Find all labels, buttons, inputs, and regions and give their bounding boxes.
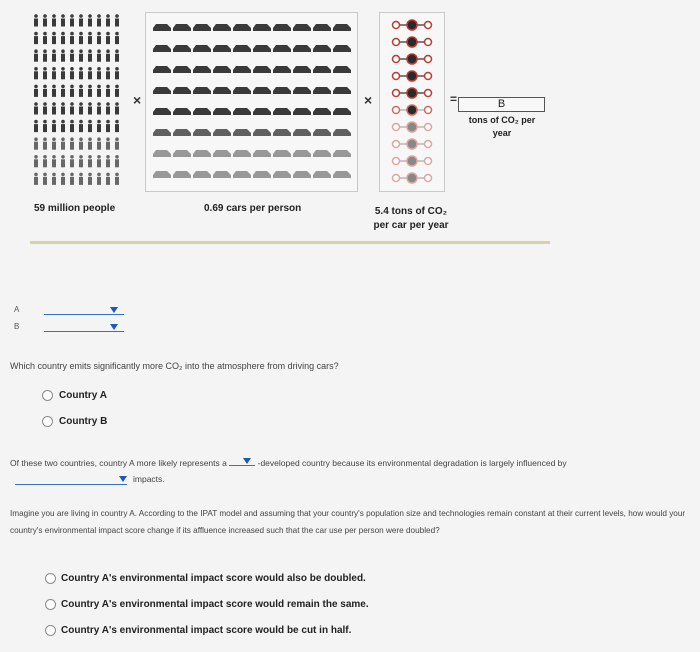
car-icon <box>233 24 251 31</box>
car-icon <box>233 171 251 178</box>
person-icon <box>88 173 92 185</box>
car-icon <box>193 24 211 31</box>
person-icon <box>106 85 110 97</box>
person-icon <box>52 85 56 97</box>
ipat-equation-figure <box>0 0 700 240</box>
person-icon <box>106 49 110 61</box>
car-icon <box>273 171 291 178</box>
result-label: tons of CO₂ per year <box>468 115 536 138</box>
person-icon <box>106 32 110 44</box>
car-icon <box>313 129 331 136</box>
radio-button[interactable] <box>45 599 56 610</box>
car-icon <box>233 129 251 136</box>
person-icon <box>79 173 83 185</box>
car-icon <box>313 150 331 157</box>
person-icon <box>115 14 119 26</box>
radio-button[interactable] <box>45 573 56 584</box>
option-label: Country A's environmental impact score would be cut in half. <box>61 625 352 636</box>
car-icon <box>153 129 171 136</box>
car-icon <box>193 108 211 115</box>
car-icon <box>273 45 291 52</box>
person-icon <box>115 32 119 44</box>
car-icon <box>253 24 271 31</box>
impact-type-dropdown[interactable] <box>15 474 127 486</box>
car-icon <box>153 87 171 94</box>
person-icon <box>79 120 83 132</box>
car-icon <box>173 108 191 115</box>
person-icon <box>88 14 92 26</box>
development-dropdown[interactable] <box>229 457 255 466</box>
person-icon <box>70 120 74 132</box>
person-icon <box>34 120 38 132</box>
car-icon <box>213 45 231 52</box>
person-icon <box>106 14 110 26</box>
car-icon <box>333 108 351 115</box>
person-icon <box>43 67 47 79</box>
radio-button[interactable] <box>42 416 53 427</box>
person-icon <box>79 14 83 26</box>
cars-panel <box>145 12 358 192</box>
times-symbol-2: × <box>364 92 373 108</box>
car-icon <box>313 66 331 73</box>
car-icon <box>313 45 331 52</box>
car-icon <box>253 171 271 178</box>
person-icon <box>106 155 110 167</box>
car-icon <box>233 87 251 94</box>
equals-symbol: = <box>450 92 458 106</box>
co2-molecule-icon <box>393 105 432 115</box>
person-icon <box>88 155 92 167</box>
car-icon <box>333 129 351 136</box>
chevron-down-icon[interactable] <box>119 476 127 482</box>
person-icon <box>115 49 119 61</box>
co2-molecule-icon <box>393 173 432 183</box>
person-icon <box>79 155 83 167</box>
car-icon <box>173 129 191 136</box>
person-icon <box>43 32 47 44</box>
cars-per-person-label: 0.69 cars per person <box>204 203 302 214</box>
car-icon <box>253 129 271 136</box>
car-icon <box>253 66 271 73</box>
person-icon <box>52 49 56 61</box>
person-icon <box>97 155 101 167</box>
emissions-label: 5.4 tons of CO₂ per car per year <box>373 206 449 231</box>
co2-molecule-icon <box>393 20 432 30</box>
car-icon <box>273 87 291 94</box>
co2-molecule-icon <box>393 88 432 98</box>
person-icon <box>34 32 38 44</box>
person-icon <box>97 173 101 185</box>
car-icon <box>193 129 211 136</box>
option-label: Country B <box>59 416 108 427</box>
person-icon <box>34 49 38 61</box>
option-label: Country A's environmental impact score would also be doubled. <box>61 573 366 584</box>
car-icon <box>193 171 211 178</box>
person-icon <box>52 120 56 132</box>
car-icon <box>153 24 171 31</box>
separator-bar <box>30 241 550 244</box>
car-icon <box>233 45 251 52</box>
person-icon <box>52 32 56 44</box>
radio-button[interactable] <box>42 390 53 401</box>
car-icon <box>333 171 351 178</box>
car-icon <box>233 150 251 157</box>
person-icon <box>43 102 47 114</box>
person-icon <box>97 32 101 44</box>
car-icon <box>213 24 231 31</box>
person-icon <box>115 85 119 97</box>
car-icon <box>253 150 271 157</box>
person-icon <box>43 173 47 185</box>
car-icon <box>273 150 291 157</box>
person-icon <box>115 120 119 132</box>
chevron-down-icon[interactable] <box>243 458 251 464</box>
row-label-a: A <box>14 305 20 314</box>
result-answer-box[interactable]: B <box>458 97 545 112</box>
person-icon <box>70 14 74 26</box>
cars-icon-grid <box>152 17 352 187</box>
question-1-text: Which country emits significantly more CO₂ into the atmosphere from driving cars? <box>10 361 339 371</box>
car-icon <box>153 45 171 52</box>
car-icon <box>293 108 311 115</box>
person-icon <box>34 14 38 26</box>
car-icon <box>233 108 251 115</box>
chevron-down-icon[interactable] <box>110 324 118 330</box>
car-icon <box>213 87 231 94</box>
person-icon <box>88 49 92 61</box>
person-icon <box>52 173 56 185</box>
co2-molecule-icon <box>393 71 432 81</box>
person-icon <box>34 155 38 167</box>
car-icon <box>293 150 311 157</box>
person-icon <box>52 155 56 167</box>
radio-button[interactable] <box>45 625 56 636</box>
dropdown-b-field[interactable] <box>44 331 124 332</box>
person-icon <box>97 49 101 61</box>
person-icon <box>97 137 101 149</box>
car-icon <box>173 24 191 31</box>
car-icon <box>173 171 191 178</box>
person-icon <box>52 102 56 114</box>
car-icon <box>253 87 271 94</box>
person-icon <box>106 173 110 185</box>
car-icon <box>153 150 171 157</box>
person-icon <box>43 155 47 167</box>
car-icon <box>333 66 351 73</box>
car-icon <box>273 66 291 73</box>
person-icon <box>88 32 92 44</box>
person-icon <box>97 102 101 114</box>
person-icon <box>43 49 47 61</box>
person-icon <box>61 14 65 26</box>
person-icon <box>97 85 101 97</box>
car-icon <box>273 129 291 136</box>
person-icon <box>70 32 74 44</box>
person-icon <box>34 67 38 79</box>
person-icon <box>61 155 65 167</box>
co2-icons <box>388 17 438 189</box>
person-icon <box>34 85 38 97</box>
person-icon <box>52 14 56 26</box>
person-icon <box>61 32 65 44</box>
car-icon <box>333 45 351 52</box>
co2-molecule-icon <box>393 37 432 47</box>
person-icon <box>61 137 65 149</box>
car-icon <box>293 129 311 136</box>
person-icon <box>97 67 101 79</box>
person-icon <box>106 102 110 114</box>
car-icon <box>213 150 231 157</box>
person-icon <box>97 14 101 26</box>
car-icon <box>313 87 331 94</box>
times-symbol: × <box>133 92 142 108</box>
person-icon <box>115 67 119 79</box>
person-icon <box>79 32 83 44</box>
option-label: Country A <box>59 390 107 401</box>
car-icon <box>213 108 231 115</box>
car-icon <box>173 150 191 157</box>
person-icon <box>70 102 74 114</box>
car-icon <box>173 87 191 94</box>
car-icon <box>193 150 211 157</box>
car-icon <box>193 66 211 73</box>
car-icon <box>253 45 271 52</box>
person-icon <box>43 137 47 149</box>
car-icon <box>333 87 351 94</box>
question-2-line-1: Of these two countries, country A more likely represents a -developed country because its environmental degradation is largely influenced by <box>10 458 567 468</box>
car-icon <box>233 66 251 73</box>
person-icon <box>70 173 74 185</box>
car-icon <box>193 87 211 94</box>
car-icon <box>153 66 171 73</box>
car-icon <box>293 87 311 94</box>
person-icon <box>34 173 38 185</box>
emissions-panel <box>379 12 445 192</box>
person-icon <box>106 120 110 132</box>
car-icon <box>293 24 311 31</box>
person-icon <box>88 85 92 97</box>
dropdown-row-b <box>14 322 134 336</box>
person-icon <box>70 49 74 61</box>
car-icon <box>153 108 171 115</box>
car-icon <box>293 171 311 178</box>
car-icon <box>313 108 331 115</box>
car-icon <box>153 171 171 178</box>
car-icon <box>293 66 311 73</box>
person-icon <box>88 137 92 149</box>
person-icon <box>79 67 83 79</box>
person-icon <box>43 85 47 97</box>
dropdown-a-field[interactable] <box>44 314 124 315</box>
person-icon <box>115 137 119 149</box>
question-2-line-2: impacts. <box>133 474 165 484</box>
impact-dropdown-line[interactable] <box>15 484 127 485</box>
car-icon <box>213 66 231 73</box>
co2-molecule-icon <box>393 156 432 166</box>
person-icon <box>34 102 38 114</box>
car-icon <box>333 24 351 31</box>
person-icon <box>43 120 47 132</box>
person-icon <box>52 137 56 149</box>
person-icon <box>79 137 83 149</box>
person-icon <box>61 67 65 79</box>
option-label: Country A's environmental impact score would remain the same. <box>61 599 369 610</box>
car-icon <box>213 129 231 136</box>
population-icon-grid <box>32 12 124 190</box>
dropdown-row-a <box>14 305 134 319</box>
row-label-b: B <box>14 322 20 331</box>
population-icons <box>32 12 124 190</box>
person-icon <box>70 67 74 79</box>
car-icon <box>253 108 271 115</box>
car-icon <box>193 45 211 52</box>
co2-molecule-icon <box>393 54 432 64</box>
person-icon <box>61 85 65 97</box>
person-icon <box>88 120 92 132</box>
person-icon <box>115 155 119 167</box>
person-icon <box>115 102 119 114</box>
person-icon <box>70 155 74 167</box>
emission-icon-column <box>388 17 438 189</box>
person-icon <box>88 102 92 114</box>
person-icon <box>43 14 47 26</box>
person-icon <box>79 85 83 97</box>
person-icon <box>106 67 110 79</box>
co2-molecule-icon <box>393 122 432 132</box>
car-icon <box>313 24 331 31</box>
car-icon <box>173 45 191 52</box>
car-icon <box>333 150 351 157</box>
population-label: 59 million people <box>34 203 116 214</box>
car-icons <box>152 17 352 187</box>
car-icon <box>273 24 291 31</box>
person-icon <box>61 49 65 61</box>
person-icon <box>79 102 83 114</box>
person-icon <box>97 120 101 132</box>
co2-molecule-icon <box>393 139 432 149</box>
person-icon <box>115 173 119 185</box>
person-icon <box>52 67 56 79</box>
car-icon <box>313 171 331 178</box>
question-3-text: Imagine you are living in country A. According to the IPAT model and assuming that your country's population size and technologies remain constant at their current levels, how would your country's environmental impact score change if its affluence increased such that the car use per person were doubled? <box>10 509 686 535</box>
person-icon <box>61 173 65 185</box>
car-icon <box>273 108 291 115</box>
person-icon <box>70 85 74 97</box>
car-icon <box>173 66 191 73</box>
person-icon <box>79 49 83 61</box>
person-icon <box>61 102 65 114</box>
person-icon <box>106 137 110 149</box>
chevron-down-icon[interactable] <box>110 307 118 313</box>
person-icon <box>70 137 74 149</box>
car-icon <box>293 45 311 52</box>
person-icon <box>61 120 65 132</box>
person-icon <box>34 137 38 149</box>
person-icon <box>88 67 92 79</box>
car-icon <box>213 171 231 178</box>
